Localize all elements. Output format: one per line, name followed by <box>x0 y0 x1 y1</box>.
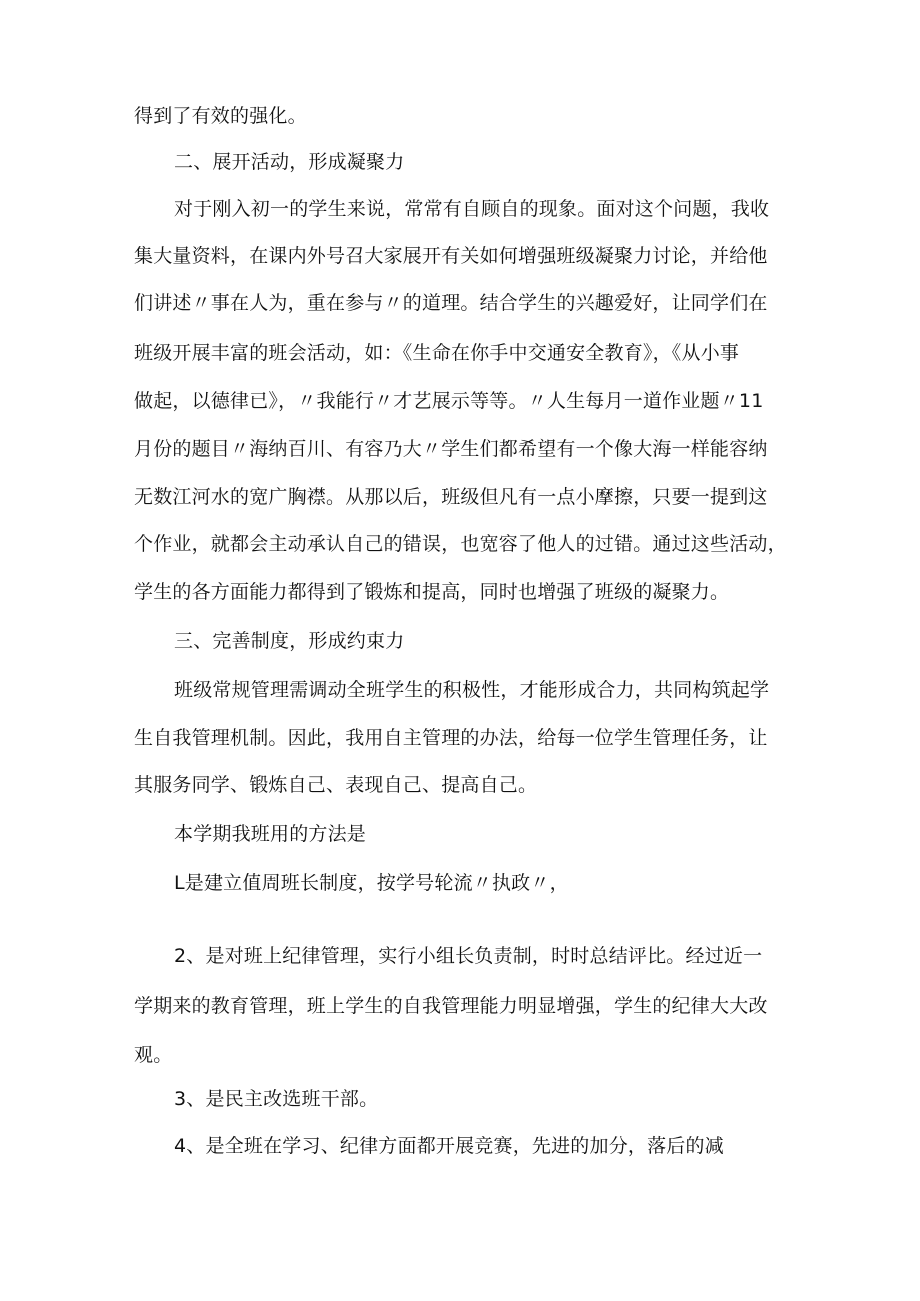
list-item: 4、是全班在学习、纪律方面都开展竞赛，先进的加分，落后的减 <box>174 1135 724 1157</box>
text-line: 本学期我班用的方法是 <box>174 823 367 845</box>
text-line: 其服务同学、锻炼自己、表现自己、提高自己。 <box>134 774 538 796</box>
text-line: 学生的各方面能力都得到了锻炼和提高，同时也增强了班级的凝聚力。 <box>134 581 730 603</box>
text-line: 做起，以德律已》，〃我能行〃才艺展示等等。〃人生每月一道作业题〃11 <box>134 390 764 412</box>
text-line: 对于刚入初一的学生来说，常常有自顾自的现象。面对这个问题，我收 <box>174 198 770 220</box>
text-line: 们讲述〃事在人为，重在参与〃的道理。结合学生的兴趣爱好，让同学们在 <box>134 292 768 314</box>
list-item: 3、是民主改选班干部。 <box>174 1088 379 1110</box>
text-line: 月份的题目〃海纳百川、有容乃大〃学生们都希望有一个像大海一样能容纳 <box>134 438 768 460</box>
list-item: 2、是对班上纪律管理，实行小组长负责制，时时总结评比。经过近一 <box>174 945 763 967</box>
text-line: 集大量资料，在课内外号召大家展开有关如何增强班级凝聚力讨论，并给他 <box>134 245 768 267</box>
text-line: 观。 <box>134 1044 173 1066</box>
text-line: 个作业，就都会主动承认自己的错误，也宽容了他人的过错。通过这些活动， <box>134 533 787 555</box>
list-item: L是建立值周班长制度，按学号轮流〃执政〃， <box>174 872 569 894</box>
text-line: 学期来的教育管理，班上学生的自我管理能力明显增强，学生的纪律大大改 <box>134 995 768 1017</box>
text-line: 无数江河水的宽广胸襟。从那以后，班级但凡有一点小摩擦，只要一提到这 <box>134 486 768 508</box>
text-line: 生自我管理机制。因此，我用自主管理的办法，给每一位学生管理任务，让 <box>134 727 768 749</box>
text-line: 班级常规管理需调动全班学生的积极性，才能形成合力，共同构筑起学 <box>174 679 770 701</box>
text-line: 得到了有效的强化。 <box>134 105 307 127</box>
section-heading: 二、展开活动，形成凝聚力 <box>174 151 405 173</box>
text-line: 班级开展丰富的班会活动，如：《生命在你手中交通安全教育》，《从小事 <box>134 342 740 364</box>
section-heading: 三、完善制度，形成约束力 <box>174 630 405 652</box>
